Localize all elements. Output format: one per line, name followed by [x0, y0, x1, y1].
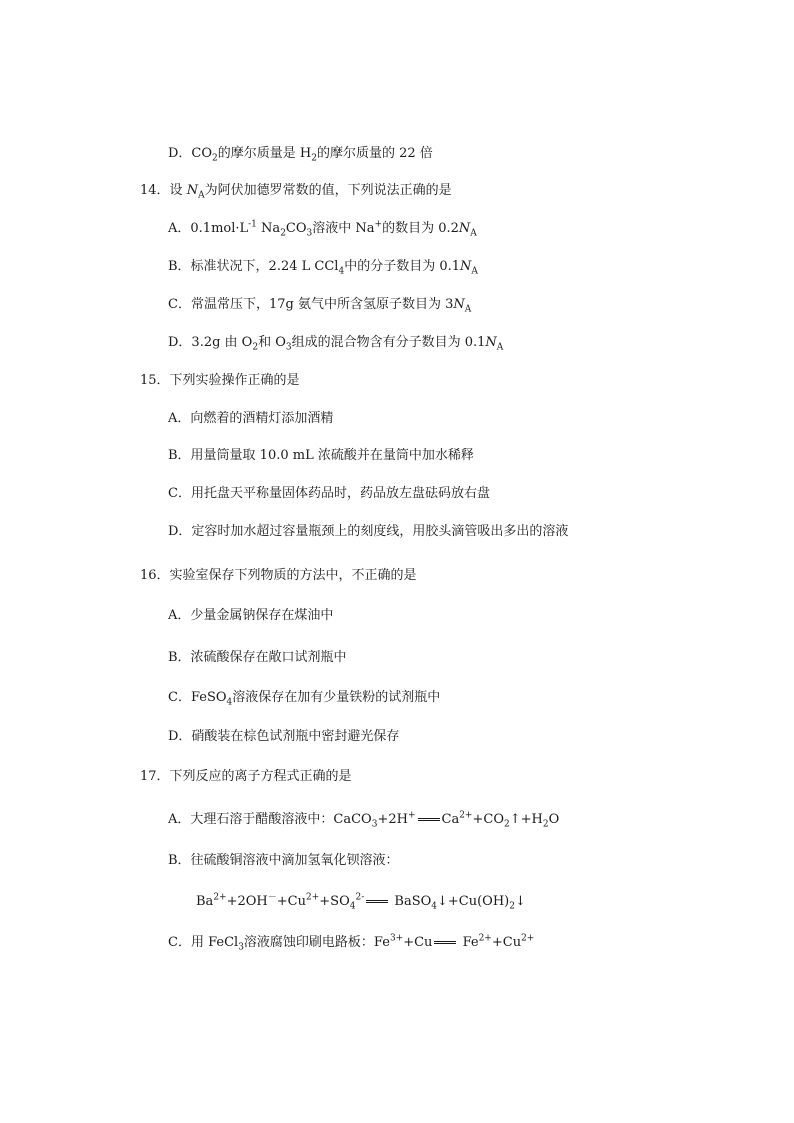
text-run: N: [453, 297, 465, 312]
superscript: 2+: [478, 933, 492, 944]
text-run: ↓: [514, 894, 526, 909]
q17-option-c: [168, 935, 534, 951]
equals-sign-icon: [434, 941, 456, 944]
text-run: C．FeSO: [168, 690, 227, 705]
subscript: A: [470, 228, 477, 239]
subscript: A: [198, 190, 205, 201]
text-run: 溶液腐蚀印刷电路板：Fe: [243, 935, 390, 950]
text-run: BaSO: [390, 894, 432, 909]
subscript: 2: [542, 819, 549, 830]
text-run: 14．设: [140, 183, 187, 198]
q16-option-a: [168, 608, 333, 624]
text-run: B．标准状况下，2.24 L CCl: [168, 259, 339, 274]
subscript: 3: [371, 819, 378, 830]
text-run: N: [458, 221, 471, 236]
q15-option-a: [168, 411, 333, 427]
superscript: 2-: [355, 892, 365, 903]
subscript: 3: [306, 228, 313, 239]
text-run: C．用托盘天平称量固体药品时，药品放左盘砝码放右盘: [168, 486, 490, 501]
q15-option-c: [168, 486, 490, 502]
q14-option-d: [168, 335, 503, 351]
text-run: B．浓硫酸保存在敞口试剂瓶中: [168, 650, 347, 665]
subscript: 4: [349, 901, 356, 912]
q17-option-b-equation: [196, 894, 526, 910]
text-run: 17．下列反应的离子方程式正确的是: [140, 769, 352, 784]
text-run: +Cu: [491, 935, 522, 950]
q14-option-c: [168, 297, 471, 313]
q14-option-b: [168, 259, 478, 275]
text-run: CO: [285, 221, 307, 236]
superscript: 2+: [521, 933, 535, 944]
text-run: 组成的混合物含有分子数目为 0.1: [291, 335, 486, 350]
text-run: A．少量金属钠保存在煤油中: [168, 608, 334, 623]
q16-option-b: [168, 650, 347, 666]
text-run: D．定容时加水超过容量瓶颈上的刻度线，用胶头滴管吸出多出的溶液: [168, 524, 569, 539]
text-run: A．0.1mol·L: [168, 221, 249, 236]
subscript: 2: [212, 153, 218, 164]
text-run: +SO: [319, 894, 350, 909]
text-run: ↓+Cu(OH): [437, 894, 510, 909]
text-run: N: [186, 183, 199, 198]
subscript: A: [464, 304, 472, 315]
subscript: 4: [431, 901, 437, 912]
text-run: +Cu: [276, 894, 306, 909]
q17-option-a: [168, 812, 559, 828]
q17-stem: [140, 769, 352, 785]
text-run: ↑+H: [509, 812, 543, 827]
text-run: 15．下列实验操作正确的是: [140, 373, 300, 388]
text-run: 为阿伏加德罗常数的值，下列说法正确的是: [204, 183, 452, 198]
text-run: N: [485, 335, 497, 350]
q15-option-b: [168, 448, 474, 464]
q14-option-a: [168, 221, 477, 237]
text-run: Ca: [441, 812, 460, 827]
subscript: 2: [252, 342, 259, 353]
superscript: 2+: [459, 810, 473, 821]
subscript: 3: [238, 942, 244, 953]
text-run: 溶液中 Na: [312, 221, 375, 236]
subscript: 2: [280, 228, 286, 239]
superscript: -1: [248, 219, 257, 230]
q14-stem: [140, 183, 452, 199]
text-run: 和 O: [258, 335, 286, 350]
subscript: 2: [503, 819, 510, 830]
text-run: 的摩尔质量的 22 倍: [316, 146, 433, 161]
superscript: 2+: [213, 892, 227, 903]
text-run: Na: [256, 221, 281, 236]
q16-option-c: [168, 690, 440, 706]
subscript: A: [496, 342, 504, 353]
subscript: 3: [285, 342, 292, 353]
text-run: A．大理石溶于醋酸溶液中：CaCO: [168, 812, 372, 827]
q15-option-d: [168, 524, 568, 540]
subscript: 2: [509, 901, 515, 912]
text-run: 的数目为 0.2: [382, 221, 459, 236]
text-run: D．CO: [168, 146, 213, 161]
text-run: B．往硫酸铜溶液中滴加氢氧化钡溶液：: [168, 853, 399, 868]
text-run: +Cu: [403, 935, 433, 950]
text-run: D．硝酸装在棕色试剂瓶中密封避光保存: [168, 729, 400, 744]
text-run: +2OH: [226, 894, 268, 909]
text-run: +CO: [472, 812, 504, 827]
text-run: Ba: [196, 894, 214, 909]
subscript: 4: [338, 266, 345, 277]
text-run: C．常温常压下，17g 氨气中所含氢原子数目为 3: [168, 297, 454, 312]
q16-option-d: [168, 729, 399, 745]
text-run: +2H: [377, 812, 408, 827]
q13-option-d: [168, 146, 433, 162]
text-run: A．向燃着的酒精灯添加酒精: [168, 411, 334, 426]
text-run: D．3.2g 由 O: [168, 335, 253, 350]
superscript: 3+: [389, 933, 404, 944]
text-run: 中的分子数目为 0.1: [344, 259, 460, 274]
q15-stem: [140, 373, 300, 389]
q17-option-b: [168, 853, 399, 869]
superscript: +: [407, 810, 416, 821]
superscript: 2+: [306, 892, 320, 903]
subscript: A: [471, 266, 478, 277]
text-run: C．用 FeCl: [168, 935, 239, 950]
equals-sign-icon: [366, 900, 388, 903]
text-run: 溶液保存在加有少量铁粉的试剂瓶中: [232, 690, 441, 705]
superscript: +: [374, 219, 383, 230]
text-run: O: [548, 812, 560, 827]
q16-stem: [140, 568, 417, 584]
superscript: －: [267, 892, 277, 903]
text-run: 的摩尔质量是 H: [217, 146, 312, 161]
subscript: 4: [226, 697, 233, 708]
subscript: 2: [311, 153, 317, 164]
text-run: Fe: [458, 935, 479, 950]
text-run: N: [460, 259, 472, 274]
text-run: B．用量筒量取 10.0 mL 浓硫酸并在量筒中加水稀释: [168, 448, 474, 463]
equals-sign-icon: [418, 818, 440, 821]
text-run: 16．实验室保存下列物质的方法中，不正确的是: [140, 568, 417, 583]
